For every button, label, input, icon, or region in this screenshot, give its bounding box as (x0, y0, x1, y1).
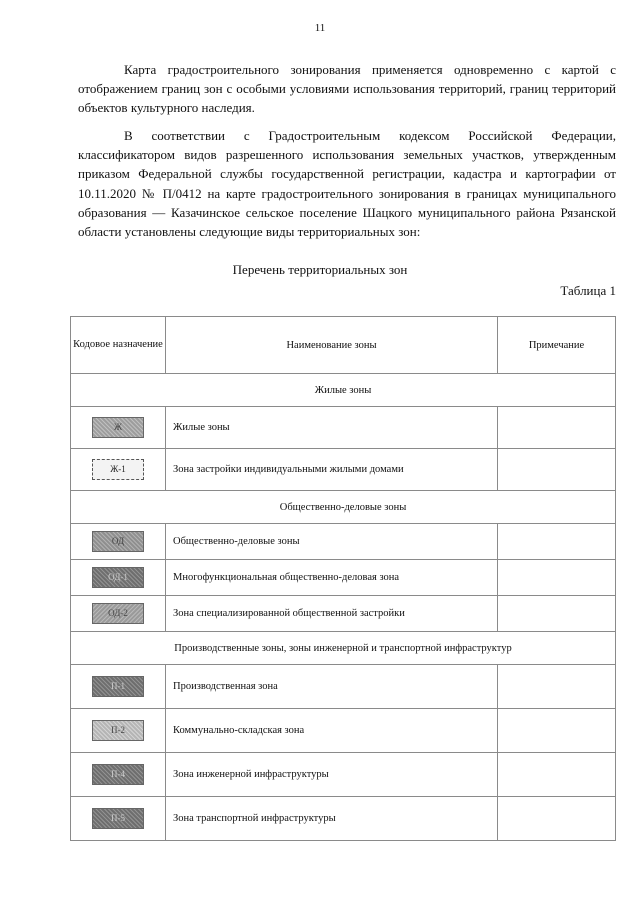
zone-name: Многофункциональная общественно-деловая зона (166, 560, 498, 596)
table-row (71, 524, 616, 560)
zone-name: Жилые зоны (166, 407, 498, 449)
table-row (71, 596, 616, 632)
table-row (71, 449, 616, 491)
zone-swatch: П-5 (92, 808, 144, 829)
page-number: 11 (314, 22, 326, 34)
table-row (71, 797, 616, 841)
zone-name: Зона инженерной инфраструктуры (166, 753, 498, 797)
table-row (71, 665, 616, 709)
table-row (71, 407, 616, 449)
zone-swatch: Ж-1 (92, 459, 144, 480)
header-note: Примечание (498, 317, 616, 374)
section-title: Производственные зоны, зоны инженерной и транспортной инфраструктур (71, 632, 616, 665)
zone-code-cell (71, 560, 166, 596)
paragraph-1-text: Карта градостроительного зонирования применяется одновременно с картой с отображением границ зон с особыми условиями использования территорий, границ территорий объектов культурного наследия. (78, 62, 616, 116)
zone-name: Общественно-деловые зоны (166, 524, 498, 560)
zone-note (498, 709, 616, 753)
header-zone-name: Наименование зоны (166, 317, 498, 374)
table-row (71, 560, 616, 596)
paragraph-2-text: В соответствии с Градостроительным кодексом Российской Федерации, классификатором видов разрешенного использования земельных участков, утвержденным приказом Федеральной службы государственной регистрации, кадастра и картографии от 10.11.2020 № П/0412 на карте градостроительного зонирования в границах муниципального образования — Казачинское сельское поселение Шацкого муниципального района Рязанской области установлены следующие виды территориальных зон: (78, 128, 616, 240)
header-code: Кодовое назначение (71, 317, 166, 374)
section-title: Жилые зоны (71, 374, 616, 407)
zone-note (498, 596, 616, 632)
zone-name: Зона специализированной общественной застройки (166, 596, 498, 632)
zone-note (498, 560, 616, 596)
zone-swatch: ОД (92, 531, 144, 552)
zone-name: Зона транспортной инфраструктуры (166, 797, 498, 841)
zone-name: Коммунально-складская зона (166, 709, 498, 753)
section-title: Общественно-деловые зоны (71, 491, 616, 524)
table-label: Таблица 1 (560, 283, 616, 298)
section-row (71, 491, 616, 524)
zone-note (498, 753, 616, 797)
table-row (71, 709, 616, 753)
zone-code-cell (71, 407, 166, 449)
list-title: Перечень территориальных зон (232, 262, 408, 277)
zone-code-cell (71, 753, 166, 797)
zone-swatch: ОД-2 (92, 603, 144, 624)
zone-swatch: Ж (92, 417, 144, 438)
zone-note (498, 524, 616, 560)
zone-code-cell (71, 449, 166, 491)
zone-note (498, 407, 616, 449)
paragraph-2 (78, 126, 616, 241)
zone-swatch: П-1 (92, 676, 144, 697)
section-row (71, 374, 616, 407)
zone-swatch: ОД-1 (92, 567, 144, 588)
zone-code-cell (71, 524, 166, 560)
zone-name: Производственная зона (166, 665, 498, 709)
zone-swatch: П-2 (92, 720, 144, 741)
paragraph-1 (78, 60, 616, 118)
zone-note (498, 797, 616, 841)
zone-code-cell (71, 797, 166, 841)
zone-code-cell (71, 709, 166, 753)
zone-note (498, 449, 616, 491)
zone-swatch: П-4 (92, 764, 144, 785)
table-header-row (71, 317, 616, 374)
zone-code-cell (71, 596, 166, 632)
table-row (71, 753, 616, 797)
zones-table (70, 316, 616, 841)
zone-code-cell (71, 665, 166, 709)
section-row (71, 632, 616, 665)
zone-name: Зона застройки индивидуальными жилыми домами (166, 449, 498, 491)
zone-note (498, 665, 616, 709)
